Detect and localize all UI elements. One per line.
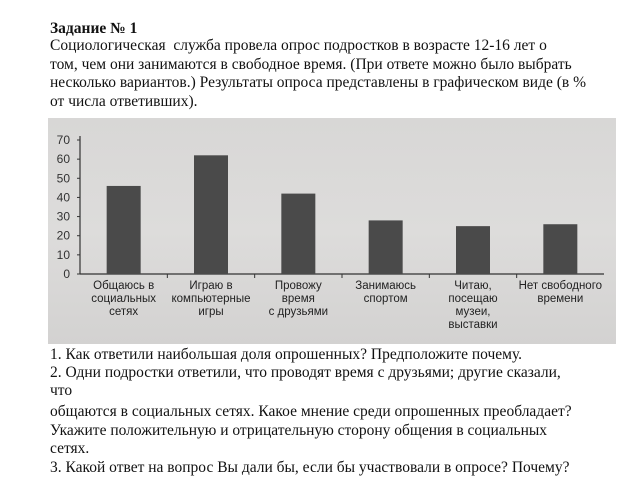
x-category-label: с друзьями <box>268 306 329 318</box>
y-tick-label: 20 <box>56 228 70 243</box>
x-category-label: игры <box>198 306 224 318</box>
intro-line: том, чем они занимаются в свободное время. (При ответе можно было выбрать <box>50 55 572 73</box>
intro-line: от числа ответивших). <box>50 92 198 110</box>
task-title: Задание № 1 <box>50 20 138 37</box>
bar <box>107 186 141 274</box>
x-category-label: музеи, <box>455 306 491 318</box>
y-tick-label: 60 <box>56 152 70 167</box>
chart-photo <box>48 118 616 344</box>
question-2-line-2: что <box>50 382 73 399</box>
bar <box>543 224 577 274</box>
bar <box>194 155 228 274</box>
x-category-label: сетях <box>109 306 139 318</box>
question-3: 3. Какой ответ на вопрос Вы дали бы, если бы участвовали в опросе? Почему? <box>50 459 570 476</box>
y-tick-label: 30 <box>56 209 70 224</box>
x-category-label: выставки <box>448 319 498 331</box>
bar <box>456 226 490 274</box>
question-2-line-3: общаются в социальных сетях. Какое мнение среди опрошенных преобладает? <box>50 403 572 420</box>
x-category-label: Нет свободного <box>518 280 603 292</box>
x-category-label: Играю в <box>189 280 233 292</box>
question-2-line-1: 2. Одни подростки ответили, что проводят время с друзьями; другие сказали, <box>50 364 561 381</box>
x-category-label: Читаю, <box>454 280 492 292</box>
x-category-label: Провожу <box>274 280 322 292</box>
intro-line: Социологическая служба провела опрос подростков в возрасте 12-16 лет о <box>50 37 547 54</box>
x-category-label: посещаю <box>448 293 498 305</box>
bar <box>281 194 315 274</box>
bar <box>369 220 403 274</box>
bar-chart <box>48 118 616 344</box>
question-1: 1. Как ответили наибольшая доля опрошенных? Предположите почему. <box>50 346 523 363</box>
task-intro <box>50 37 635 111</box>
question-2-line-4: Укажите положительную и отрицательную сторону общения в социальных <box>50 422 548 439</box>
y-tick-label: 0 <box>63 267 70 281</box>
x-category-label: времени <box>537 293 584 305</box>
y-tick-label: 70 <box>56 133 70 147</box>
intro-line: несколько вариантов.) Результаты опроса представлены в графическом виде (в % <box>50 74 586 91</box>
y-tick-label: 40 <box>56 190 70 205</box>
question-2-line-5: сетях. <box>50 440 90 457</box>
x-category-label: социальных <box>91 293 157 305</box>
x-category-label: Общаюсь в <box>93 280 155 292</box>
y-tick-label: 10 <box>56 247 70 262</box>
y-tick-label: 50 <box>56 171 70 186</box>
x-category-label: спортом <box>363 293 408 305</box>
x-category-label: Занимаюсь <box>355 280 417 292</box>
x-category-label: время <box>281 293 315 305</box>
x-category-label: компьютерные <box>171 293 251 305</box>
